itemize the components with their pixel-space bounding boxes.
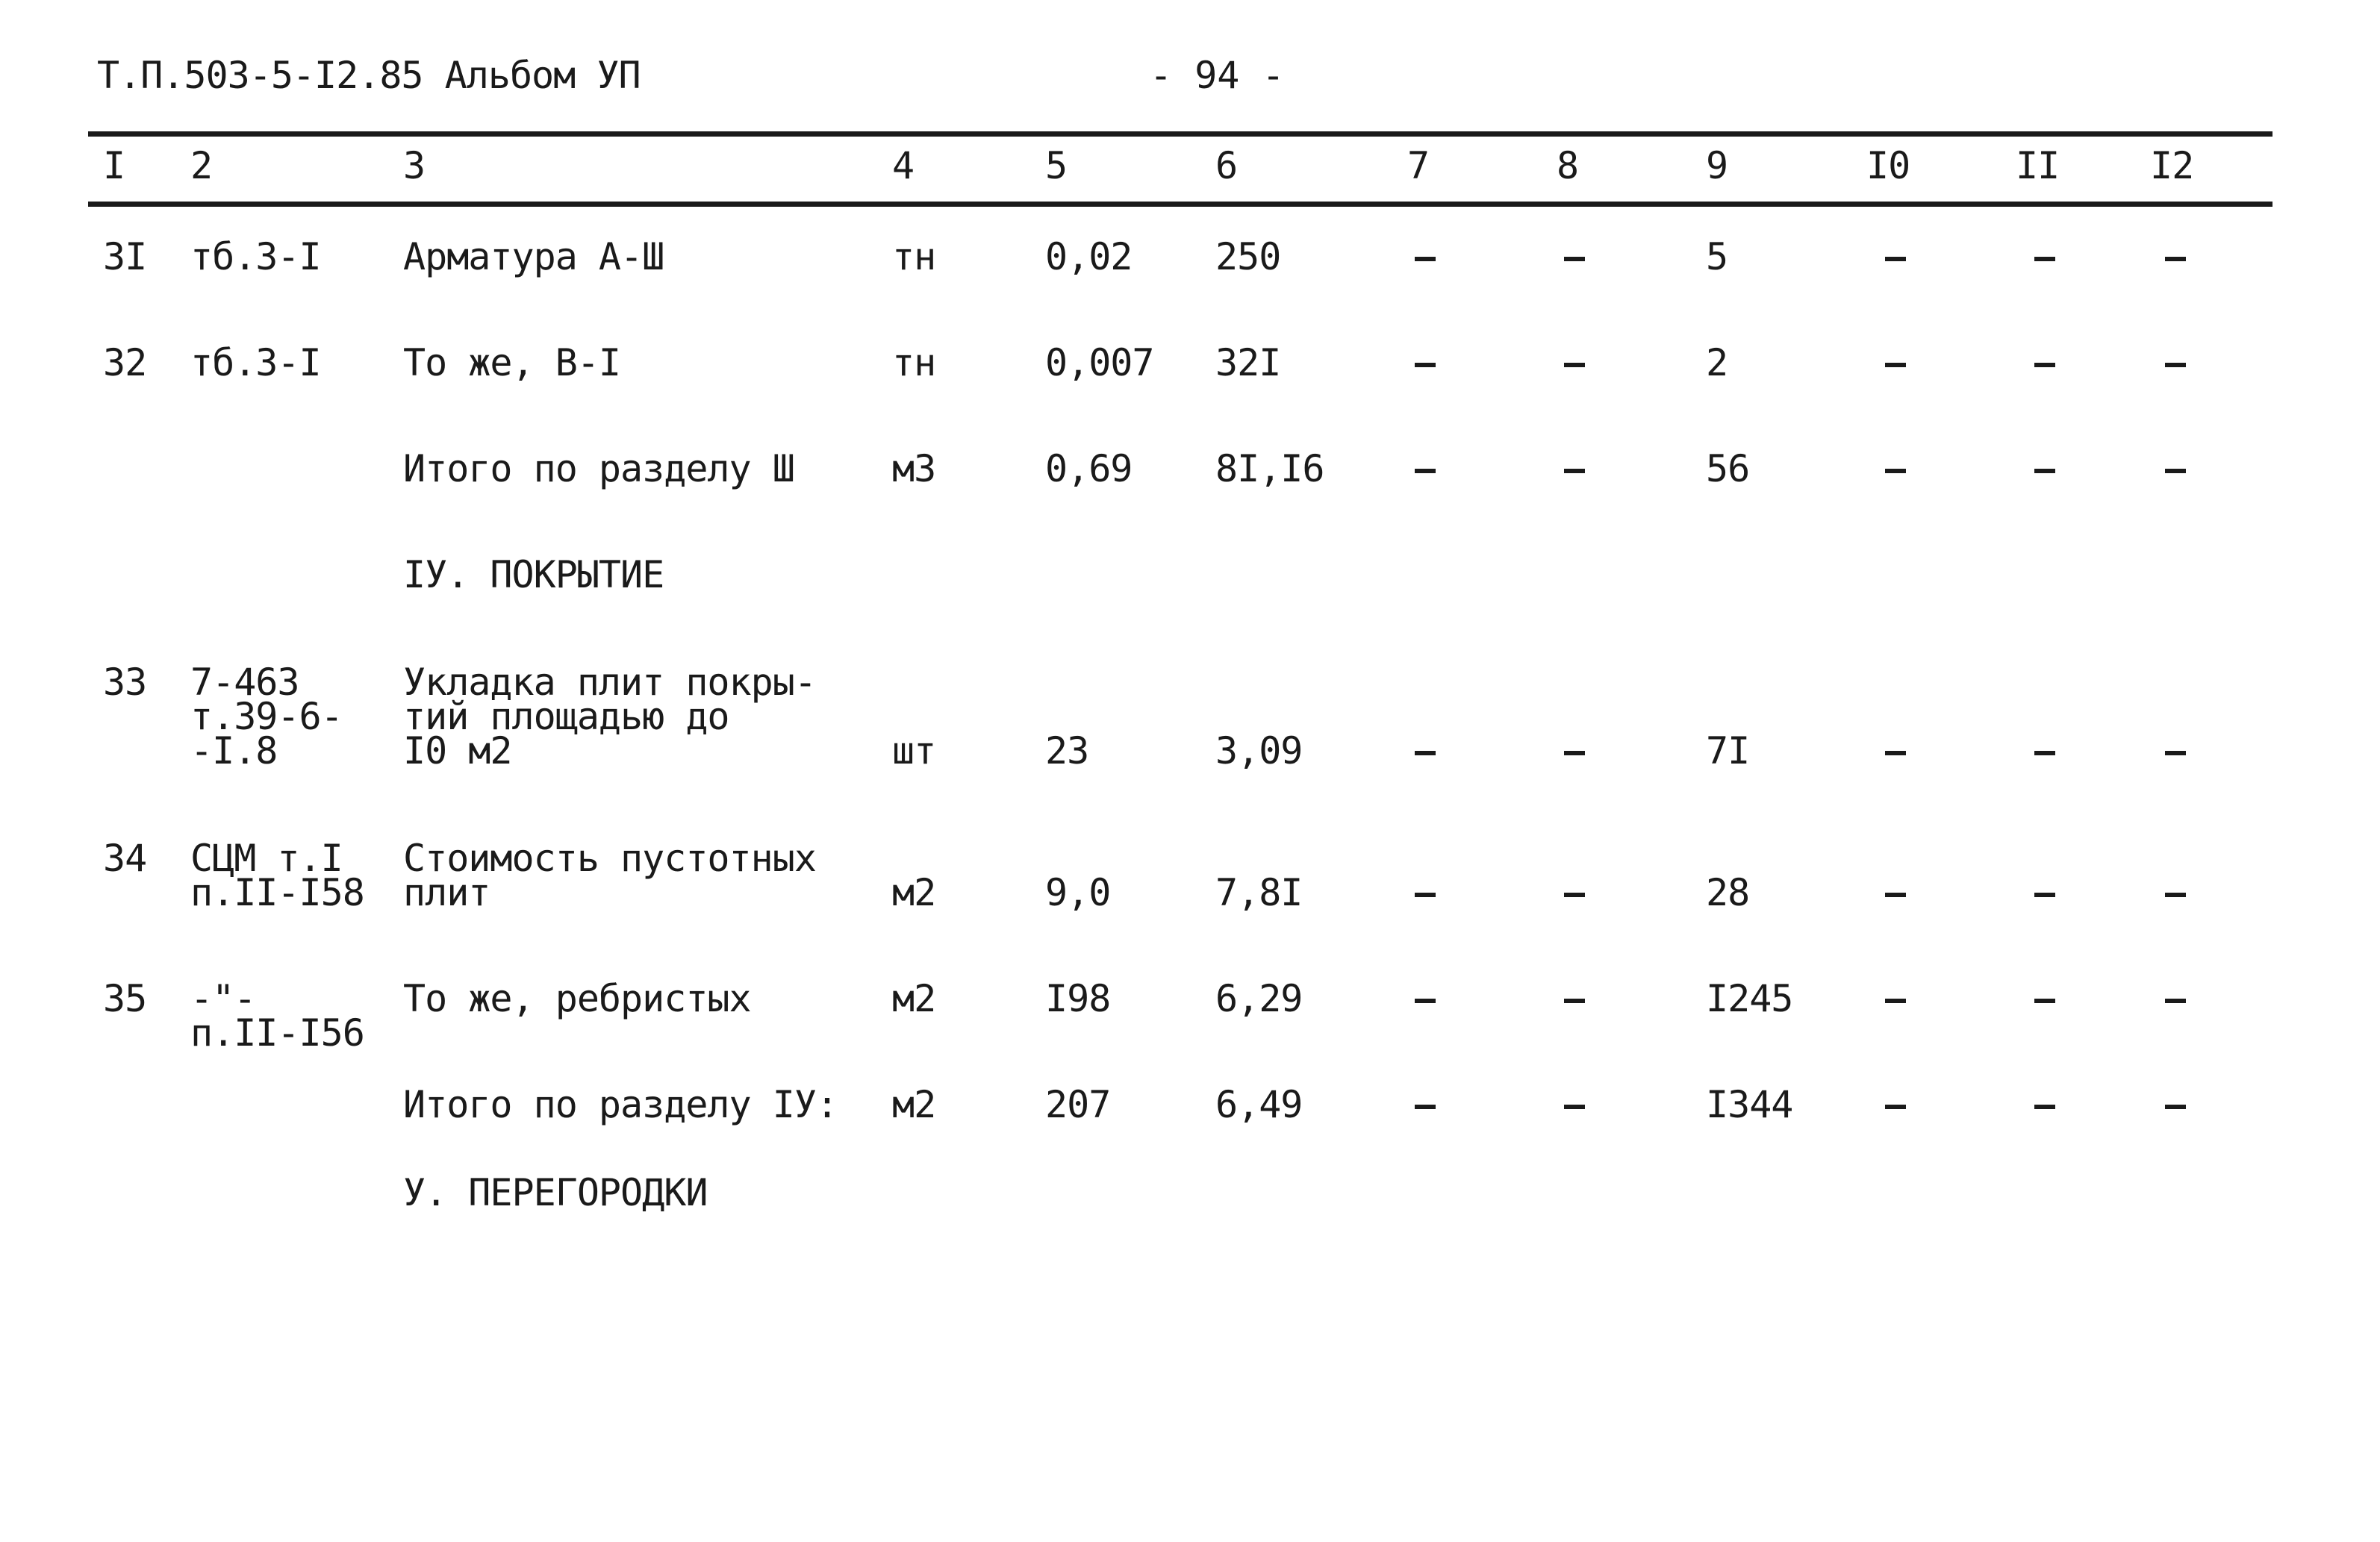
row-code-line: п.II-I56 bbox=[190, 1011, 364, 1055]
dash-c12 bbox=[2165, 363, 2186, 367]
row-col9: 5 bbox=[1706, 235, 1728, 278]
row-name-line: тий площадью до bbox=[403, 695, 729, 738]
row-col9: 28 bbox=[1706, 871, 1750, 914]
dash-c10 bbox=[1885, 999, 1906, 1003]
dash-c8 bbox=[1564, 999, 1585, 1003]
column-header-8: 8 bbox=[1557, 144, 1579, 187]
row-number: 35 bbox=[103, 977, 147, 1020]
dash-c10 bbox=[1885, 751, 1906, 755]
row-col9: I245 bbox=[1706, 977, 1793, 1020]
column-header-1: I bbox=[103, 144, 125, 187]
row-qty: 207 bbox=[1045, 1083, 1111, 1126]
dash-c7 bbox=[1415, 751, 1436, 755]
row-code-line: -I.8 bbox=[190, 729, 278, 772]
row-price: 8I,I6 bbox=[1215, 447, 1324, 490]
row-number: 32 bbox=[103, 341, 147, 384]
dash-c11 bbox=[2034, 1105, 2055, 1109]
column-header-4: 4 bbox=[892, 144, 915, 187]
dash-c11 bbox=[2034, 893, 2055, 897]
row-code: тб.3-I bbox=[190, 341, 321, 384]
dash-c10 bbox=[1885, 363, 1906, 367]
dash-c12 bbox=[2165, 751, 2186, 755]
row-name: То же, В-I bbox=[403, 341, 621, 384]
dash-c7 bbox=[1415, 893, 1436, 897]
dash-c10 bbox=[1885, 893, 1906, 897]
subtotal-label: Итого по разделу IУ: bbox=[403, 1083, 838, 1126]
row-qty: I98 bbox=[1045, 977, 1111, 1020]
row-price: 6,49 bbox=[1215, 1083, 1303, 1126]
row-unit: м2 bbox=[892, 977, 936, 1020]
dash-c8 bbox=[1564, 469, 1585, 473]
row-name-line: I0 м2 bbox=[403, 729, 512, 772]
row-price: 3,09 bbox=[1215, 729, 1303, 772]
dash-c7 bbox=[1415, 257, 1436, 261]
row-code-line: СЦМ т.I bbox=[190, 837, 343, 880]
dash-c8 bbox=[1564, 1105, 1585, 1109]
row-code-line: 7-463 bbox=[190, 661, 299, 704]
dash-c11 bbox=[2034, 257, 2055, 261]
row-name: То же, ребристых bbox=[403, 977, 751, 1020]
row-code-line: -"- bbox=[190, 977, 256, 1020]
dash-c12 bbox=[2165, 999, 2186, 1003]
row-col9: 2 bbox=[1706, 341, 1728, 384]
row-name: Арматура А-Ш bbox=[403, 235, 664, 278]
row-qty: 23 bbox=[1045, 729, 1089, 772]
dash-c10 bbox=[1885, 257, 1906, 261]
row-qty: 9,0 bbox=[1045, 871, 1111, 914]
row-code-line: т.39-6- bbox=[190, 695, 343, 738]
row-qty: 0,007 bbox=[1045, 341, 1154, 384]
row-unit: тн bbox=[892, 235, 936, 278]
row-price: 32I bbox=[1215, 341, 1281, 384]
row-unit: м2 bbox=[892, 871, 936, 914]
row-name-line: Стоимость пустотных bbox=[403, 837, 816, 880]
row-price: 250 bbox=[1215, 235, 1281, 278]
column-header-5: 5 bbox=[1045, 144, 1068, 187]
doc-code: Т.П.503-5-I2.85 Альбом УП bbox=[97, 54, 641, 97]
dash-c7 bbox=[1415, 469, 1436, 473]
dash-c12 bbox=[2165, 469, 2186, 473]
row-col9: I344 bbox=[1706, 1083, 1793, 1126]
row-code: тб.3-I bbox=[190, 235, 321, 278]
row-col9: 56 bbox=[1706, 447, 1750, 490]
column-header-2: 2 bbox=[190, 144, 213, 187]
column-header-7: 7 bbox=[1407, 144, 1430, 187]
column-header-11: II bbox=[2016, 144, 2060, 187]
dash-c12 bbox=[2165, 257, 2186, 261]
row-number: 34 bbox=[103, 837, 147, 880]
row-price: 6,29 bbox=[1215, 977, 1303, 1020]
dash-c8 bbox=[1564, 751, 1585, 755]
row-qty: 0,69 bbox=[1045, 447, 1133, 490]
section-heading: IУ. ПОКРЫТИЕ bbox=[403, 553, 664, 596]
dash-c10 bbox=[1885, 469, 1906, 473]
column-header-3: 3 bbox=[403, 144, 426, 187]
dash-c11 bbox=[2034, 751, 2055, 755]
dash-c7 bbox=[1415, 363, 1436, 367]
dash-c11 bbox=[2034, 999, 2055, 1003]
row-col9: 7I bbox=[1706, 729, 1750, 772]
column-header-6: 6 bbox=[1215, 144, 1238, 187]
dash-c12 bbox=[2165, 1105, 2186, 1109]
dash-c8 bbox=[1564, 363, 1585, 367]
dash-c11 bbox=[2034, 469, 2055, 473]
row-code-line: п.II-I58 bbox=[190, 871, 364, 914]
subtotal-label: Итого по разделу Ш bbox=[403, 447, 794, 490]
dash-c12 bbox=[2165, 893, 2186, 897]
column-header-10: I0 bbox=[1866, 144, 1910, 187]
row-number: 3I bbox=[103, 235, 147, 278]
section-heading: У. ПЕРЕГОРОДКИ bbox=[403, 1171, 708, 1214]
dash-c8 bbox=[1564, 257, 1585, 261]
dash-c10 bbox=[1885, 1105, 1906, 1109]
dash-c8 bbox=[1564, 893, 1585, 897]
row-name-line: Укладка плит покры- bbox=[403, 661, 816, 704]
row-name-line: плит bbox=[403, 871, 490, 914]
row-unit: м3 bbox=[892, 447, 936, 490]
row-unit: тн bbox=[892, 341, 936, 384]
row-unit: м2 bbox=[892, 1083, 936, 1126]
dash-c7 bbox=[1415, 999, 1436, 1003]
row-number: 33 bbox=[103, 661, 147, 704]
row-price: 7,8I bbox=[1215, 871, 1303, 914]
dash-c7 bbox=[1415, 1105, 1436, 1109]
dash-c11 bbox=[2034, 363, 2055, 367]
row-unit: шт bbox=[892, 729, 936, 772]
row-qty: 0,02 bbox=[1045, 235, 1133, 278]
page-number: - 94 - bbox=[1150, 54, 1285, 97]
column-header-9: 9 bbox=[1706, 144, 1728, 187]
column-header-12: I2 bbox=[2150, 144, 2194, 187]
